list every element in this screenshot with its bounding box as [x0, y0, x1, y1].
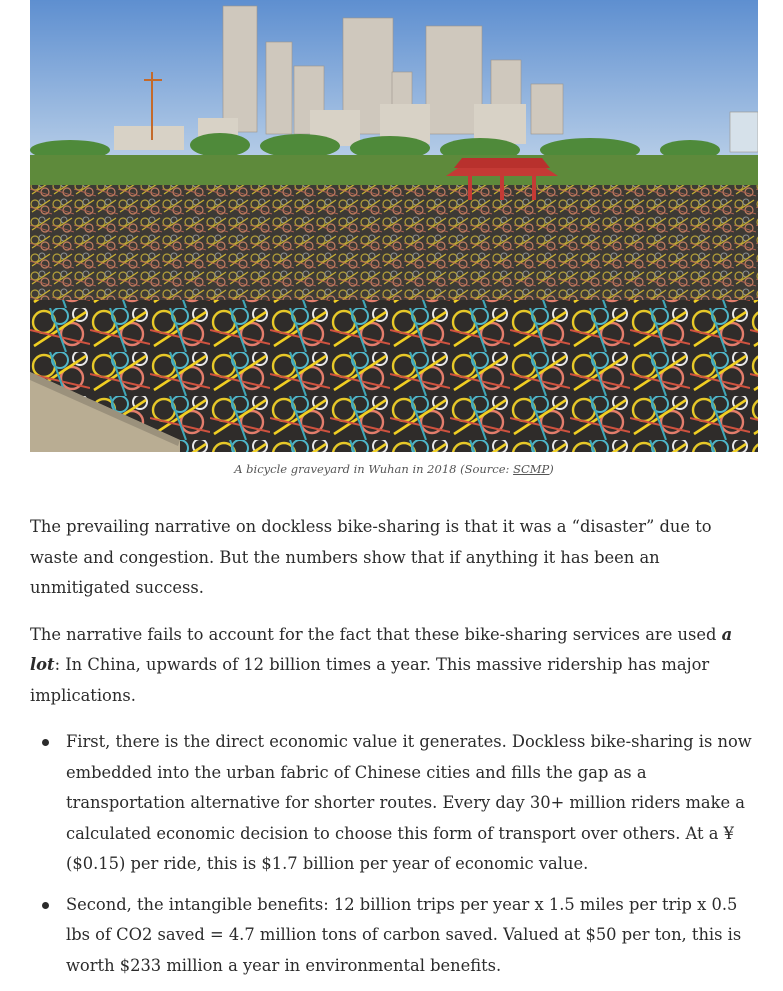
photo-illustration: [30, 0, 758, 452]
bullet-icon: [42, 739, 49, 746]
list-item-text: Second, the intangible benefits: 12 billion trips per year x 1.5 miles per trip x 0.5 lbs of CO2 saved = 4.7 million tons of carbon saved. Valued at $50 per ton, this is worth $233 million a year in environmental benefits.: [66, 894, 742, 975]
benefits-list: [30, 727, 758, 981]
figure-caption: [30, 462, 758, 476]
source-link[interactable]: SCMP: [513, 462, 550, 476]
emphasis-a-lot: a lot: [30, 624, 733, 674]
caption-text: A bicycle graveyard in Wuhan in 2018 (Source:: [234, 462, 514, 476]
list-item: [66, 890, 758, 982]
paragraph-2-text: The narrative fails to account for the fact that these bike-sharing services are used: [30, 624, 722, 644]
article-body: [30, 512, 758, 991]
list-item-text: First, there is the direct economic value it generates. Dockless bike-sharing is now embedded into the urban fabric of Chinese cities and fills the gap as a transportation alternative for shorter routes. Every day 30+ million riders make a calculated economic decision to choose this form of transport over others. At a ¥ ($0.15) per ride, this is $1.7 billion per year of economic value.: [66, 732, 752, 873]
paragraph-2-rest: : In China, upwards of 12 billion times a year. This massive ridership has major implications.: [30, 655, 710, 705]
paragraph-2: [30, 620, 758, 712]
bicycle-graveyard-photo: [30, 0, 758, 452]
bullet-icon: [42, 902, 49, 909]
paragraph-1: The prevailing narrative on dockless bike-sharing is that it was a “disaster” due to waste and congestion. But the numbers show that if anything it has been an unmitigated success.: [30, 517, 712, 597]
list-item: [66, 727, 758, 880]
caption-close: ): [549, 462, 554, 476]
